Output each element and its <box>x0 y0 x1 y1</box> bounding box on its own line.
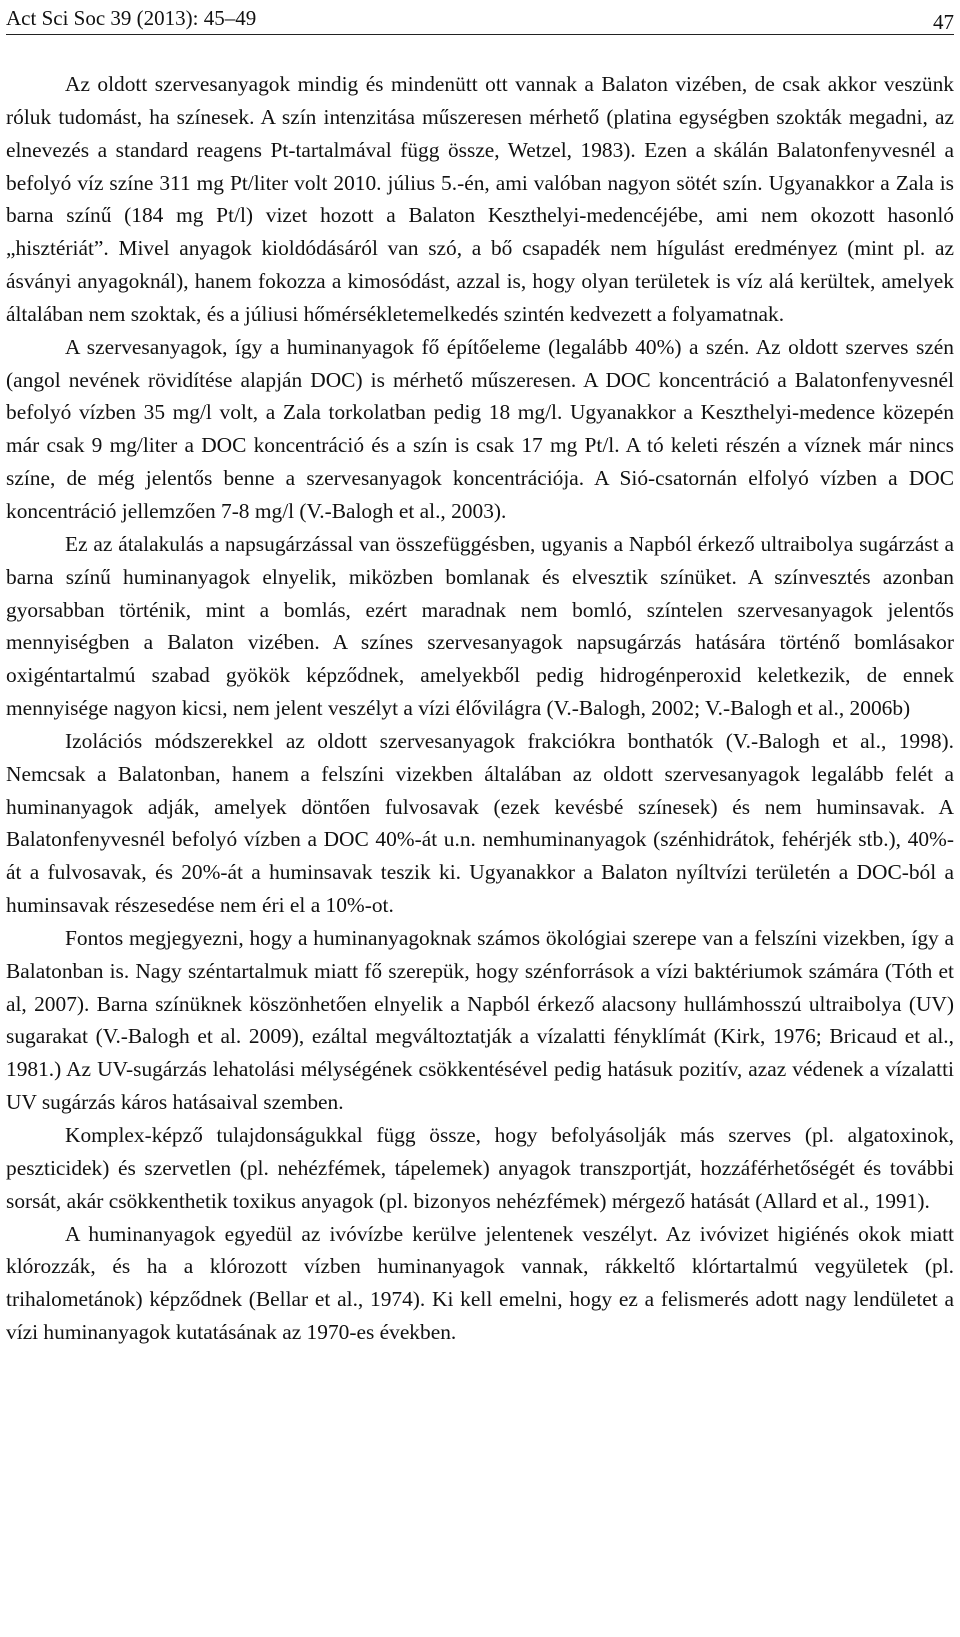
page-header <box>6 0 954 35</box>
article-body <box>6 68 954 1349</box>
paragraph: Izolációs módszerekkel az oldott szervesanyagok frakciókra bonthatók (V.-Balogh et al., 1998). Nemcsak a Balatonban, hanem a felszíni vizekben általában az oldott szervesanyagok legalább felét a huminanyagok adják, amelyek döntően fulvosavak (ezek kevésbé színesek) és nem huminsavak. A Balatonfenyvesnél befolyó vízben a DOC 40%-át u.n. nemhuminanyagok (szénhidrátok, fehérjék stb.), 40%-át a fulvosavak, és 20%-át a huminsavak teszik ki. Ugyanakkor a Balaton nyíltvízi területén a DOC-ból a huminsavak részesedése nem éri el a 10%-ot. <box>6 728 954 918</box>
page-number: 47 <box>933 10 954 34</box>
journal-citation: Act Sci Soc 39 (2013): 45–49 <box>6 6 257 30</box>
paragraph: A huminanyagok egyedül az ivóvízbe kerülve jelentenek veszélyt. Az ivóvizet higiénés okok miatt klórozzák, és ha a klórozott vízben huminanyagok vannak, rákkeltő klórtartalmú vegyületek (pl. trihalometánok) képződnek (Bellar et al., 1974). Ki kell emelni, hogy ez a felismerés adott nagy lendületet a vízi huminanyagok kutatásának az 1970-es években. <box>6 1221 954 1345</box>
paragraph: Komplex-képző tulajdonságukkal függ össze, hogy befolyásolják más szerves (pl. algatoxinok, peszticidek) és szervetlen (pl. nehézfémek, tápelemek) anyagok transzportját, hozzáférhetőségét és további sorsát, akár csökkenthetik toxikus anyagok (pl. bizonyos nehézfémek) mérgező hatását (Allard et al., 1991). <box>6 1123 954 1213</box>
paragraph: A szervesanyagok, így a huminanyagok fő építőeleme (legalább 40%) a szén. Az oldott szerves szén (angol nevének rövidítése alapján DOC) is mérhető műszeresen. A DOC koncentráció a Balatonfenyvesnél befolyó vízben 35 mg/l volt, a Zala torkolatban pedig 18 mg/l. Ugyanakkor a Keszthelyi-medence közepén már csak 9 mg/liter a DOC koncentráció és a szín is csak 17 mg Pt/l. A tó keleti részén a víznek már nincs színe, de még jelentős benne a szervesanyagok koncentrációja. A Sió-csatornán elfolyó vízben a DOC koncentráció jellemzően 7-8 mg/l (V.-Balogh et al., 2003). <box>6 334 954 523</box>
paragraph: Az oldott szervesanyagok mindig és mindenütt ott vannak a Balaton vizében, de csak akkor veszünk róluk tudomást, ha színesek. A szín intenzitása műszeresen mérhető (platina egységben szokták megadni, az elnevezés a standard reagens Pt-tartalmával függ össze, Wetzel, 1983). Ezen a skálán Balatonfenyvesnél a befolyó víz színe 311 mg Pt/liter volt 2010. július 5.-én, ami valóban nagyon sötét szín. Ugyanakkor a Zala is barna színű (184 mg Pt/l) vizet hozott a Balaton Keszthelyi-medencéjébe, ami nem okozott hasonló „hisztériát”. Mivel anyagok kioldódásáról van szó, a bő csapadék nem hígulást eredményez (mint pl. az ásványi anyagoknál), hanem fokozza a kimosódást, azzal is, hogy olyan területek is víz alá kerültek, amelyek általában nem szoktak, és a júliusi hőmérsékletemelkedés szintén kedvezett a folyamatnak. <box>6 72 954 326</box>
paragraph: Fontos megjegyezni, hogy a huminanyagoknak számos ökológiai szerepe van a felszíni vizekben, így a Balatonban is. Nagy széntartalmuk miatt fő szerepük, hogy szénforrások a vízi baktériumok számára (Tóth et al, 2007). Barna színüknek köszönhetően elnyelik a Napból érkező alacsony hullámhosszú ultraibolya (UV) sugarakat (V.-Balogh et al. 2009), ezáltal megváltoztatják a vízalatti fényklímát (Kirk, 1976; Bricaud et al., 1981.) Az UV-sugárzás lehatolási mélységének csökkentésével pedig hatásuk pozitív, azaz védenek a vízalatti UV sugárzás káros hatásaival szemben. <box>6 925 954 1115</box>
paragraph: Ez az átalakulás a napsugárzással van összefüggésben, ugyanis a Napból érkező ultraibolya sugárzást a barna színű huminanyagok elnyelik, miközben bomlanak és elvesztik színüket. A színvesztés azonban gyorsabban történik, mint a bomlás, ezért maradnak nem bomló, színtelen szervesanyagok jelentős mennyiségben a Balaton vizében. A színes szervesanyagok napsugárzás hatására történő bomlásakor oxigéntartalmú szabad gyökök képződnek, amelyekből pedig hidrogénperoxid keletkezik, de ennek mennyisége nagyon kicsi, nem jelent veszélyt a vízi élővilágra (V.-Balogh, 2002; V.-Balogh et al., 2006b) <box>6 531 954 721</box>
